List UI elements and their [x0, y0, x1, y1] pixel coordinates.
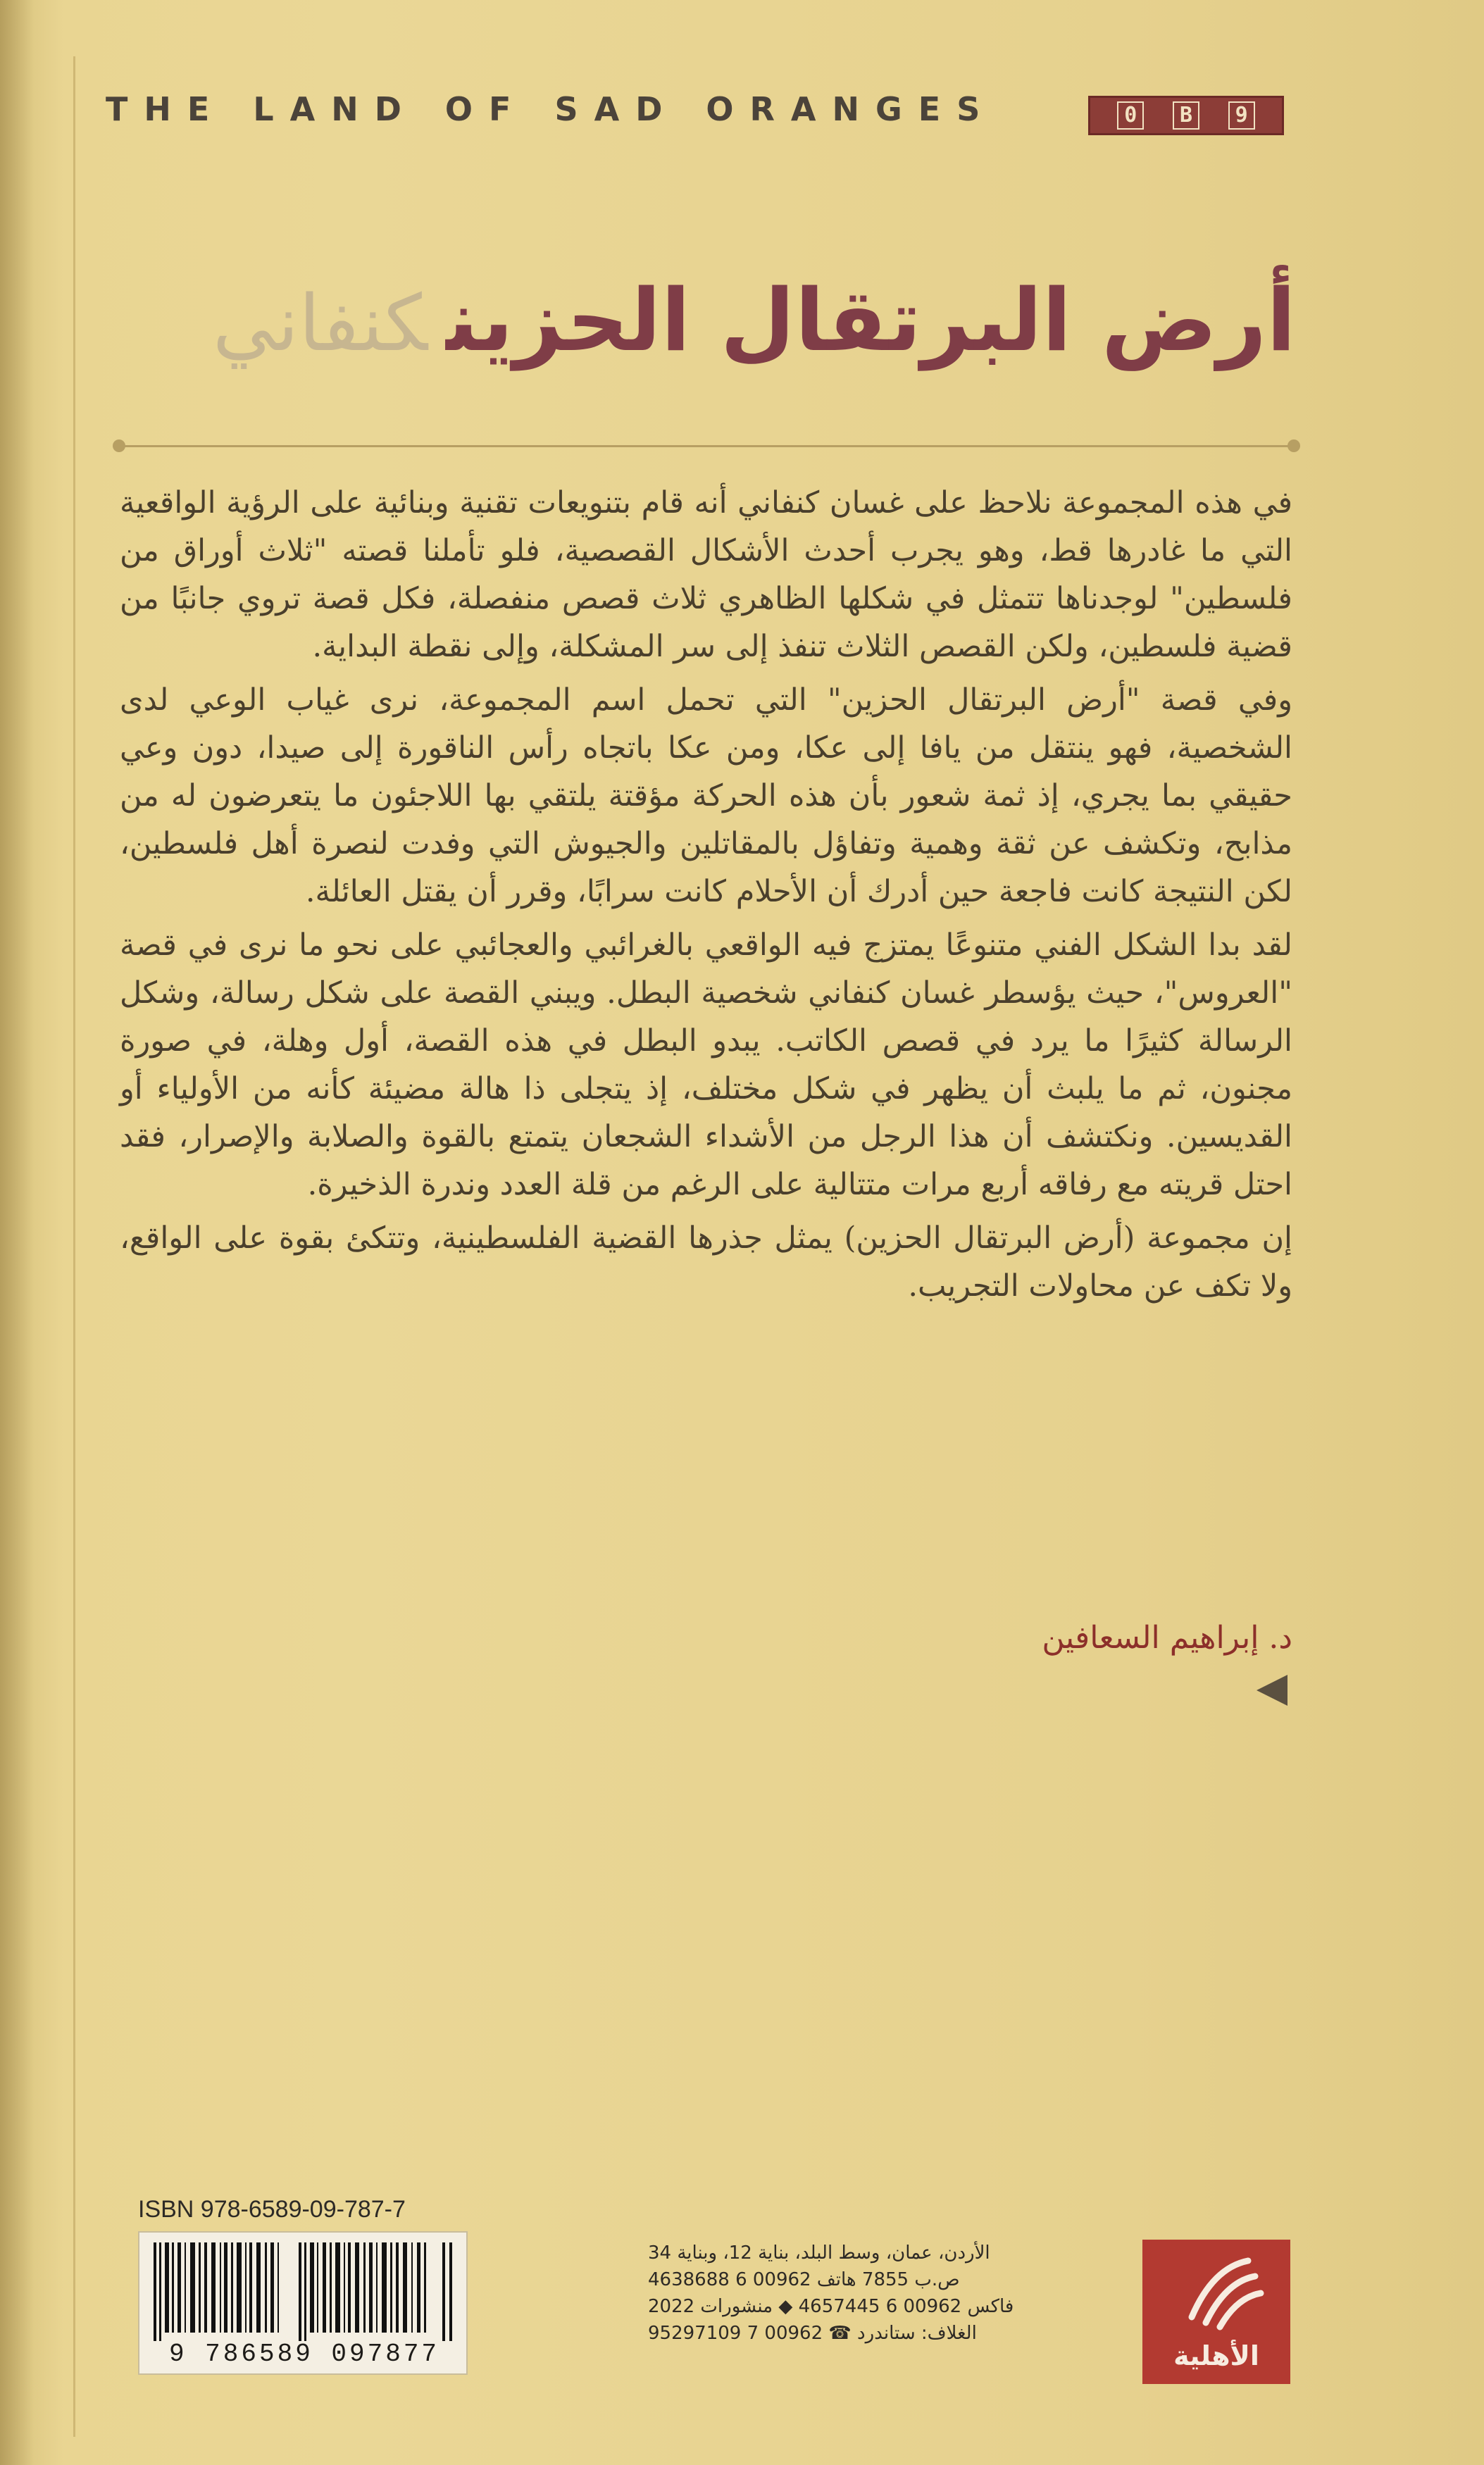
address-line: ص.ب 7855 هاتف 00962 6 4638688 [648, 2269, 960, 2290]
blurb-paragraph: إن مجموعة (أرض البرتقال الحزين) يمثل جذرها القضية الفلسطينية، وتتكئ بقوة على الواقع، ولا تكف عن محاولات التجريب. [120, 1221, 1292, 1304]
badge-digit: 0 [1117, 101, 1144, 130]
isbn-barcode [138, 2196, 468, 2375]
spine-shadow [0, 0, 34, 2465]
publisher-logo-icon [1142, 2240, 1290, 2345]
publisher-info [648, 2240, 1296, 2395]
publisher-logo-name: الأهلية [1173, 2340, 1259, 2371]
badge-digit: 9 [1228, 101, 1255, 130]
divider-rule [120, 445, 1292, 447]
divider-dot [113, 439, 125, 452]
address-line: فاكس 00962 6 4657445 ◆ منشورات 2022 [648, 2296, 1014, 2317]
book-title-block [106, 261, 1296, 401]
divider-dot [1287, 439, 1300, 452]
barcode-bars-icon [154, 2242, 455, 2341]
series-header [106, 90, 1303, 139]
badge-digit: B [1173, 101, 1199, 130]
book-title: أرض البرتقال الحزين [446, 270, 1296, 370]
isbn-label: ISBN 978-6589-09-787-7 [138, 2196, 406, 2223]
cover-fold [73, 56, 75, 2437]
critic-signature: د. إبراهيم السعافين [1042, 1620, 1292, 1656]
publisher-logo [1142, 2240, 1290, 2384]
address-line: الغلاف: ستاندرد ☎ 00962 7 95297109 [648, 2323, 977, 2344]
author-surname: كنفاني [212, 278, 428, 368]
series-title: THE LAND OF SAD ORANGES [106, 90, 997, 128]
arrow-left-icon [1257, 1675, 1287, 1706]
blurb-text [120, 479, 1292, 1316]
barcode-digits: 9 786589 097877 [168, 2340, 440, 2369]
blurb-paragraph: لقد بدا الشكل الفني متنوعًا يمتزج فيه الواقعي بالغرائبي والعجائبي على نحو ما نرى في قصة "العروس"، حيث يؤسطر غسان كنفاني شخصية البطل. ويبني القصة على شكل رسالة، وشكل الرسالة كثيرًا ما يرد في قصص الكاتب. يبدو البطل في هذه القصة، أول وهلة، في صورة مجنون، ثم ما يلبث أن يظهر في شكل مختلف، إذ يتجلى ذا هالة مضيئة كأنه من الأولياء أو القديسين. ونكتشف أن هذا الرجل من الأشداء الشجعان يتمتع بالقوة والصلابة والإصرار، فقد احتل قريته مع رفاقه أربع مرات متتالية على الرغم من قلة العدد وندرة الذخيرة. [120, 928, 1292, 1202]
address-line: الأردن، عمان، وسط البلد، بناية 12، وبناية 34 [648, 2242, 990, 2264]
blurb-paragraph: وفي قصة "أرض البرتقال الحزين" التي تحمل اسم المجموعة، نرى غياب الوعي لدى الشخصية، فهو ينتقل من يافا إلى عكا، ومن عكا باتجاه رأس الناقورة إلى صيدا، دون وعي حقيقي بما يجري، إذ ثمة شعور بأن هذه الحركة مؤقتة يلتقي بها اللاجئون ما يتعرضون له من مذابح، وتكشف عن ثقة وهمية وتفاؤل بالمقاتلين والجيوش التي وفدت لنصرة أهل فلسطين، لكن النتيجة كانت فاجعة حين أدرك أن الأحلام كانت سرابًا، وقرر أن يقتل العائلة. [120, 682, 1293, 909]
blurb-paragraph: في هذه المجموعة نلاحظ على غسان كنفاني أنه قام بتنويعات تقنية وبنائية على الرؤية الواقعية التي ما غادرها قط، وهو يجرب أحدث الأشكال القصصية، فلو تأملنا قصته "ثلاث أوراق من فلسطين" لوجدناها تتمثل في شكلها الظاهري ثلاث قصص منفصلة، فكل قصة تروي جانبًا من قضية فلسطين، ولكن القصص الثلاث تنفذ إلى سر المشكلة، وإلى نقطة البداية. [120, 485, 1292, 664]
series-badge [1088, 96, 1284, 135]
publisher-address [648, 2240, 1134, 2347]
barcode-box [138, 2231, 468, 2375]
